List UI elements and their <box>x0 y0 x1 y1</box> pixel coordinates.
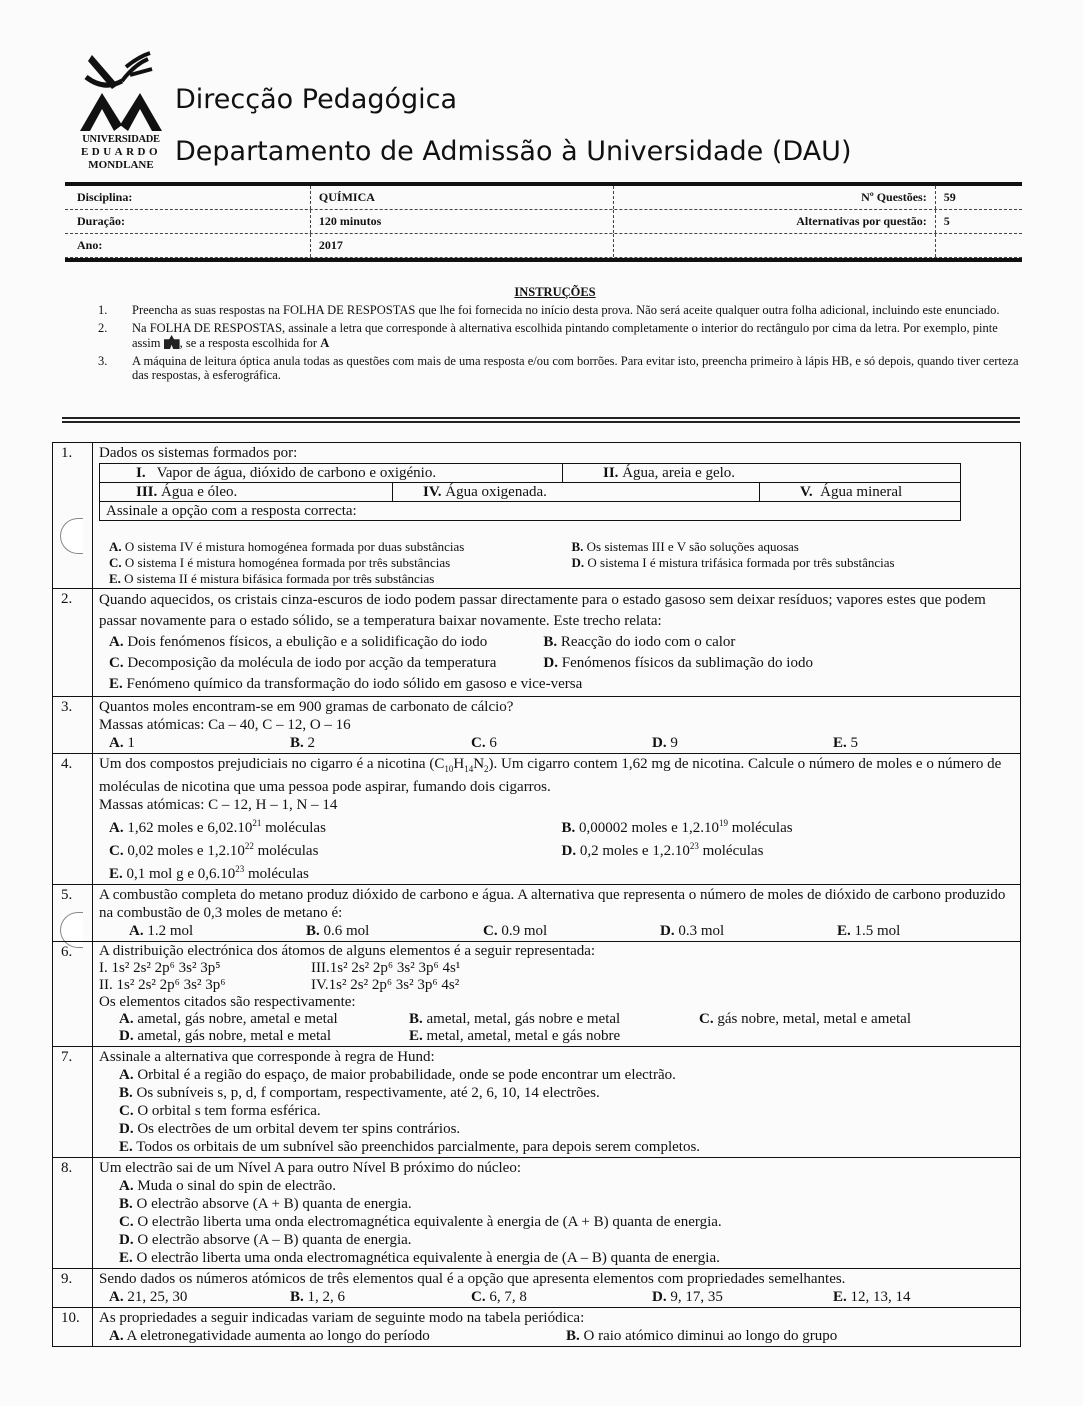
option-d: D. ametal, gás nobre, metal e metal <box>119 1028 332 1044</box>
option-b: B. O raio atómico diminui ao longo do grupo <box>565 1328 838 1344</box>
question-stem: Um dos compostos prejudiciais no cigarro é a nicotina $(C_{10}H_{14}N_2)$. Um cigarro contem 1,62 mg de nicotina. Calcule o número de moles e o número de moléculas de nicotina que uma pessoa pode aspirar, fumando dois cigarros. <box>99 756 1002 795</box>
option-e: E. metal, ametal, metal e gás nobre <box>409 1028 621 1044</box>
option-b: B. 0,00002 moles e 1,2.10$^{19}$ moléculas <box>561 818 793 836</box>
option-a: A. 1.2 mol <box>129 923 194 939</box>
empty-cell <box>613 234 935 257</box>
logo-text-line-2: EDUARDO <box>80 146 162 158</box>
option-e: E. 12, 13, 14 <box>833 1289 911 1305</box>
system-item: I. Vapor de água, dióxido de carbono e oxigénio. <box>100 464 563 482</box>
question-number: 3. <box>53 697 93 753</box>
logo-text-line-3: MONDLANE <box>88 159 154 171</box>
option-a: A. Muda o sinal do spin de electrão. <box>119 1178 337 1194</box>
question-8 <box>53 1158 1020 1269</box>
question-number: 7. <box>53 1047 93 1157</box>
info-row-duracao <box>65 210 1022 234</box>
question-number: 8. <box>53 1158 93 1268</box>
alternativas-label: Alternativas por questão: <box>613 210 935 233</box>
atomic-masses: Massas atómicas: C – 12, H – 1, N – 14 <box>99 797 338 813</box>
option-d: D. 0,2 moles e 1,2.10$^{23}$ moléculas <box>561 841 764 859</box>
divider <box>65 258 1022 262</box>
option-b: B. ametal, metal, gás nobre e metal <box>409 1011 621 1027</box>
option-d: D. 9, 17, 35 <box>652 1289 723 1305</box>
option-b: B. 2 <box>290 735 316 751</box>
question-number: 5. <box>53 885 93 941</box>
questoes-value: 59 <box>935 186 1022 209</box>
logo-text-line-1: UNIVERSIDADE <box>82 134 160 145</box>
university-logo <box>78 45 164 175</box>
option-d: D. 0.3 mol <box>660 923 725 939</box>
option-b: B. 1, 2, 6 <box>290 1289 346 1305</box>
question-stem: Dados os sistemas formados por: <box>99 445 298 461</box>
question-1 <box>53 443 1020 589</box>
option-a: A. Dois fenómenos físicos, a ebulição e a solidificação do iodo <box>109 634 488 650</box>
question-6 <box>53 942 1020 1047</box>
question-7 <box>53 1047 1020 1158</box>
option-c: C. O sistema I é mistura homogénea formada por três substâncias <box>109 555 451 570</box>
option-a: A. 1,62 moles e 6,02.10$^{21}$ moléculas <box>109 818 326 836</box>
disciplina-label: Disciplina: <box>77 190 133 204</box>
question-stem: Quantos moles encontram-se em 900 gramas de carbonato de cálcio? <box>99 699 514 715</box>
option-c: C. Decomposição da molécula de iodo por acção da temperatura <box>109 655 497 671</box>
option-d: D. O sistema I é mistura trifásica formada por três substâncias <box>571 555 895 570</box>
option-a: A. O sistema IV é mistura homogénea formada por duas substâncias <box>109 539 465 554</box>
question-2 <box>53 589 1020 697</box>
exam-info-table <box>65 182 1022 262</box>
instruction-number: 2. <box>98 321 108 335</box>
page-title: Direcção Pedagógica <box>175 84 458 115</box>
question-stem: Um electrão sai de um Nível A para outro Nível B próximo do núcleo: <box>99 1160 521 1176</box>
option-c: C. 0,02 moles e 1,2.10$^{22}$ moléculas <box>109 841 319 859</box>
system-item: IV. Água oxigenada. <box>393 483 760 501</box>
instruction-text: Preencha as suas respostas na FOLHA DE RESPOSTAS que lhe foi fornecida no início desta prova. Não será aceite qualquer outra folha adicional, incluindo este enunciado. <box>132 303 1000 317</box>
instructions <box>90 285 1020 386</box>
question-9 <box>53 1269 1020 1308</box>
system-item: II. Água, areia e gelo. <box>603 465 736 481</box>
question-stem: Sendo dados os números atómicos de três elementos qual é a opção que apresenta elementos com propriedades semelhantes. <box>99 1271 846 1287</box>
atomic-masses: Massas atómicas: Ca – 40, C – 12, O – 16 <box>99 717 351 733</box>
option-d: D. Fenómenos físicos da sublimação do iodo <box>543 655 813 671</box>
question-prompt: Os elementos citados são respectivamente: <box>99 994 356 1010</box>
config-item: IV.1s² 2s² 2p⁶ 3s² 3p⁶ 4s² <box>311 977 460 993</box>
question-number: 10. <box>53 1308 93 1346</box>
option-c: C. O electrão liberta uma onda electromagnética equivalente à energia de (A + B) quanta de energia. <box>119 1214 722 1230</box>
option-b: B. O electrão absorve (A + B) quanta de energia. <box>119 1196 412 1212</box>
ano-value: 2017 <box>310 234 613 257</box>
option-e: E. 5 <box>833 735 859 751</box>
option-a: A. Orbital é a região do espaço, de maior probabilidade, onde se pode encontrar um electrão. <box>119 1067 676 1083</box>
config-item: I. 1s² 2s² 2p⁶ 3s² 3p⁵ <box>99 960 221 976</box>
question-stem: Assinale a alternativa que corresponde à regra de Hund: <box>99 1049 435 1065</box>
instructions-title: INSTRUÇÕES <box>514 285 596 299</box>
option-b: B. Reacção do iodo com o calor <box>543 634 736 650</box>
question-stem: Quando aquecidos, os cristais cinza-escuros de iodo podem passar directamente para o estado gasoso sem deixar resíduos; vapores estes que podem passar novamente para o estado sólido, se a temperatura baixar novamente. Este trecho relata: <box>99 592 986 629</box>
option-a: A. 21, 25, 30 <box>109 1289 188 1305</box>
option-a: A. ametal, gás nobre, ametal e metal <box>119 1011 338 1027</box>
option-e: E. 0,1 mol g e 0,6.10$^{23}$ moléculas <box>109 864 309 882</box>
uem-emblem-icon <box>78 45 164 133</box>
question-prompt: Assinale a opção com a resposta correcta: <box>106 503 357 519</box>
option-e: E. Fenómeno químico da transformação do iodo sólido em gasoso e vice-versa <box>109 676 583 692</box>
config-item: II. 1s² 2s² 2p⁶ 3s² 3p⁶ <box>99 977 226 993</box>
option-a: A. 1 <box>109 735 135 751</box>
alternativas-value: 5 <box>935 210 1022 233</box>
question-number: 1. <box>53 443 93 588</box>
system-item: V. Água mineral <box>800 484 903 500</box>
option-b: B. Os subníveis s, p, d, f comportam, respectivamente, até 2, 6, 10, 14 electrões. <box>119 1085 600 1101</box>
option-b: B. 0.6 mol <box>306 923 370 939</box>
option-c: C. 6, 7, 8 <box>471 1289 527 1305</box>
option-c: C. O orbital s tem forma esférica. <box>119 1103 321 1119</box>
question-number: 4. <box>53 754 93 884</box>
double-divider <box>62 417 1020 423</box>
option-e: E. 1.5 mol <box>837 923 901 939</box>
option-c: C. gás nobre, metal, metal e ametal <box>699 1011 912 1027</box>
option-d: D. Os electrões de um orbital devem ter spins contrários. <box>119 1121 461 1137</box>
question-3 <box>53 697 1020 754</box>
questions-table <box>52 442 1021 1347</box>
instruction-number: 1. <box>98 303 108 317</box>
instruction-text: Na FOLHA DE RESPOSTAS, assinale a letra que corresponde à alternativa escolhida pintando completamente o interior do rectângulo por cima da letra. Por exemplo, pinte assim <box>132 321 998 350</box>
disciplina-value: QUÍMICA <box>310 186 613 209</box>
option-c: C. 6 <box>471 735 497 751</box>
instruction-item <box>90 354 1020 382</box>
option-c: C. 0.9 mol <box>483 923 548 939</box>
instruction-item <box>90 303 1020 317</box>
question-stem: A combustão completa do metano produz dióxido de carbono e água. A alternativa que representa o número de moles de dióxido de carbono produzido na combustão de 0,3 moles de metano é: <box>99 887 1006 921</box>
instruction-number: 3. <box>98 354 108 368</box>
question-number: 6. <box>53 942 93 1046</box>
option-b: B. Os sistemas III e V são soluções aquosas <box>571 539 799 554</box>
instruction-text: A máquina de leitura óptica anula todas as questões com mais de uma resposta e/ou com borrões. Para evitar isto, preencha primeiro à lápis HB, e só depois, quando tiver certeza das respostas, à esferográfica. <box>132 354 1019 382</box>
system-item: III. Água e óleo. <box>100 483 393 501</box>
option-d: D. O electrão absorve (A – B) quanta de energia. <box>119 1232 412 1248</box>
duracao-label: Duração: <box>77 214 125 228</box>
question-4 <box>53 754 1020 885</box>
instruction-letter: A <box>320 336 330 350</box>
systems-table <box>99 463 961 521</box>
info-row-ano <box>65 234 1022 258</box>
page-subtitle: Departamento de Admissão à Universidade (DAU) <box>175 136 852 167</box>
option-e: E. O electrão liberta uma onda electromagnética equivalente à energia de (A – B) quanta de energia. <box>119 1250 720 1266</box>
option-e: E. O sistema II é mistura bifásica formada por três substâncias <box>109 571 435 586</box>
option-e: E. Todos os orbitais de um subnível são preenchidos parcialmente, para depois serem completos. <box>119 1139 701 1155</box>
question-10 <box>53 1308 1020 1346</box>
filled-answer-example-icon <box>164 335 180 349</box>
question-number: 2. <box>53 589 93 696</box>
info-row-disciplina <box>65 186 1022 210</box>
instruction-item <box>90 321 1020 350</box>
duracao-value: 120 minutos <box>310 210 613 233</box>
question-stem: A distribuição electrónica dos átomos de alguns elementos é a seguir representada: <box>99 943 596 959</box>
config-item: III.1s² 2s² 2p⁶ 3s² 3p⁶ 4s¹ <box>311 960 461 976</box>
question-stem: As propriedades a seguir indicadas variam de seguinte modo na tabela periódica: <box>99 1310 585 1326</box>
question-5 <box>53 885 1020 942</box>
option-d: D. 9 <box>652 735 678 751</box>
ano-label: Ano: <box>77 238 103 252</box>
question-number: 9. <box>53 1269 93 1307</box>
instruction-text: , se a resposta escolhida for <box>179 336 318 350</box>
questoes-label: Nº Questões: <box>613 186 935 209</box>
empty-cell <box>935 234 1022 257</box>
option-a: A. A eletronegatividade aumenta ao longo do período <box>109 1328 430 1344</box>
